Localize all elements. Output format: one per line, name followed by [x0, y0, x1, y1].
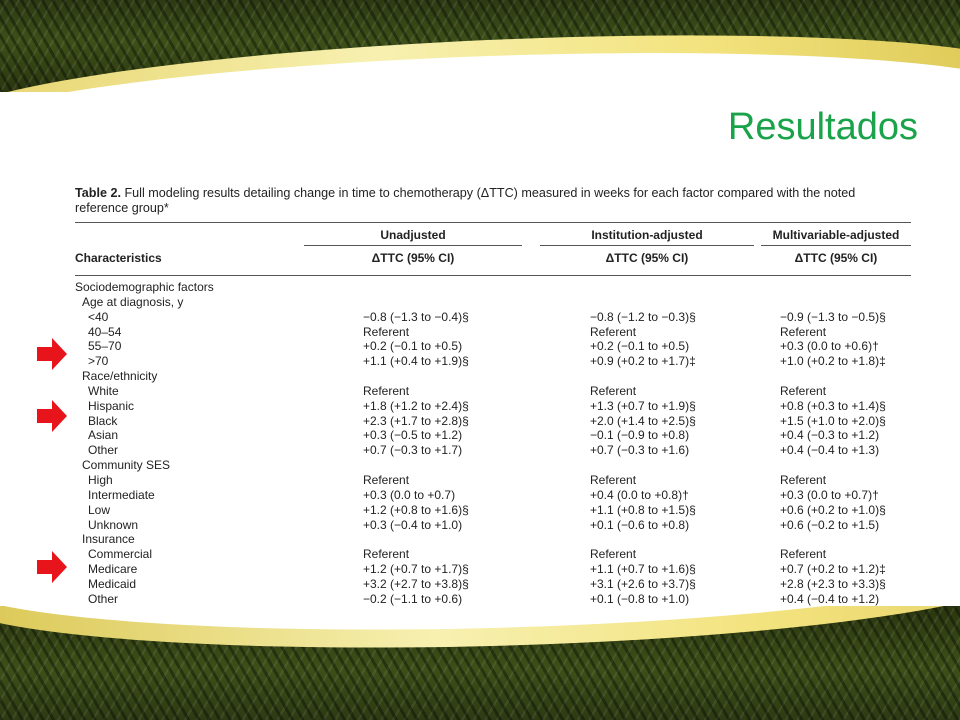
row-label: Black [88, 413, 118, 428]
results-table [75, 186, 911, 606]
table-row [75, 503, 911, 518]
table-caption [75, 186, 911, 216]
row-value: +0.4 (−0.4 to +1.2) [780, 591, 880, 606]
group-rule-unadjusted [304, 245, 522, 246]
row-value: +1.2 (+0.8 to +1.6)§ [363, 502, 469, 517]
row-value: +0.3 (0.0 to +0.6)† [780, 339, 879, 354]
table-row [75, 577, 911, 592]
row-value: +0.2 (−0.1 to +0.5) [363, 339, 463, 354]
table-row [75, 339, 911, 354]
table-row [75, 488, 911, 503]
table-row [75, 325, 911, 340]
row-label: Race/ethnicity [82, 369, 158, 384]
row-label: White [88, 383, 119, 398]
top-decorative-banner [0, 0, 960, 92]
red-arrow-icon [37, 338, 67, 370]
table-header [75, 223, 911, 275]
row-label: Low [88, 502, 111, 517]
row-label: 55–70 [88, 339, 122, 354]
table-caption-text: Full modeling results detailing change in time to chemotherapy (ΔTTC) measured in weeks for each factor compared with the noted reference group* [75, 186, 856, 215]
row-label: High [88, 472, 113, 487]
table-row [75, 384, 911, 399]
row-label: >70 [88, 354, 109, 369]
row-value: +3.1 (+2.6 to +3.7)§ [590, 576, 696, 591]
bottom-decorative-banner [0, 606, 960, 720]
row-value: +0.7 (+0.2 to +1.2)‡ [780, 562, 886, 577]
row-value: +0.9 (+0.2 to +1.7)‡ [590, 354, 696, 369]
row-value: Referent [363, 547, 410, 562]
subheader-unadjusted: ΔTTC (95% CI) [371, 251, 455, 265]
row-label: Other [88, 443, 119, 458]
row-value: +1.0 (+0.2 to +1.8)‡ [780, 354, 886, 369]
row-value: +0.4 (−0.3 to +1.2) [780, 428, 880, 443]
group-rule-multivariable [761, 245, 911, 246]
table-row [75, 295, 911, 310]
table-row [75, 354, 911, 369]
row-value: +1.1 (+0.7 to +1.6)§ [590, 562, 696, 577]
table-row [75, 428, 911, 443]
row-value: −0.8 (−1.3 to −0.4)§ [363, 309, 469, 324]
row-value: Referent [780, 472, 827, 487]
row-value: +0.2 (−0.1 to +0.5) [590, 339, 690, 354]
row-value: +0.1 (−0.6 to +0.8) [590, 517, 690, 532]
group-header-unadjusted: Unadjusted [380, 228, 446, 242]
table-row [75, 399, 911, 414]
row-value: +1.1 (+0.8 to +1.5)§ [590, 502, 696, 517]
row-label: Unknown [88, 517, 139, 532]
row-label: Asian [88, 428, 119, 443]
row-value: −0.2 (−1.1 to +0.6) [363, 591, 463, 606]
row-label: Other [88, 591, 119, 606]
row-value: +1.5 (+1.0 to +2.0)§ [780, 413, 886, 428]
row-label: Medicaid [88, 576, 137, 591]
row-label: Community SES [82, 458, 171, 473]
row-value: −0.9 (−1.3 to −0.5)§ [780, 309, 886, 324]
row-value: +3.2 (+2.7 to +3.8)§ [363, 576, 469, 591]
row-value: +0.3 (−0.4 to +1.0) [363, 517, 463, 532]
row-value: +1.8 (+1.2 to +2.4)§ [363, 398, 469, 413]
row-value: Referent [780, 383, 827, 398]
row-value: Referent [590, 324, 637, 339]
row-value: +0.3 (0.0 to +0.7) [363, 487, 456, 502]
characteristics-header: Characteristics [75, 251, 162, 265]
row-label: Age at diagnosis, y [82, 294, 184, 309]
row-label: 40–54 [88, 324, 122, 339]
table-row [75, 532, 911, 547]
row-label: Intermediate [88, 487, 155, 502]
table-row [75, 473, 911, 488]
table-row [75, 547, 911, 562]
table-row [75, 518, 911, 533]
row-value: Referent [363, 383, 410, 398]
row-value: +0.8 (+0.3 to +1.4)§ [780, 398, 886, 413]
row-value: +2.8 (+2.3 to +3.3)§ [780, 576, 886, 591]
table-header-rule [75, 275, 911, 276]
table-caption-label: Table 2. [75, 186, 121, 200]
subheader-institution: ΔTTC (95% CI) [605, 251, 689, 265]
table-body [75, 280, 911, 606]
subheader-multivariable: ΔTTC (95% CI) [794, 251, 878, 265]
table-row [75, 562, 911, 577]
table-row [75, 443, 911, 458]
group-header-multivariable: Multivariable-adjusted [772, 228, 900, 242]
row-value: +2.0 (+1.4 to +2.5)§ [590, 413, 696, 428]
row-value: +0.4 (−0.4 to +1.3) [780, 443, 880, 458]
row-value: Referent [780, 324, 827, 339]
table-row [75, 458, 911, 473]
row-value: Referent [590, 547, 637, 562]
group-rule-institution [540, 245, 754, 246]
row-value: +0.7 (−0.3 to +1.7) [363, 443, 463, 458]
row-value: +0.7 (−0.3 to +1.6) [590, 443, 690, 458]
red-arrow-icon [37, 400, 67, 432]
row-value: Referent [363, 472, 410, 487]
row-value: Referent [780, 547, 827, 562]
row-label: Hispanic [88, 398, 135, 413]
table-row [75, 369, 911, 384]
row-value: −0.1 (−0.9 to +0.8) [590, 428, 690, 443]
row-label: Medicare [88, 562, 138, 577]
row-value: +2.3 (+1.7 to +2.8)§ [363, 413, 469, 428]
row-value: +1.1 (+0.4 to +1.9)§ [363, 354, 469, 369]
table-row [75, 414, 911, 429]
row-value: Referent [363, 324, 410, 339]
table-row [75, 280, 911, 295]
row-label: Commercial [88, 547, 153, 562]
red-arrow-icon [37, 551, 67, 583]
table-row [75, 310, 911, 325]
row-value: +1.3 (+0.7 to +1.9)§ [590, 398, 696, 413]
row-value: +0.6 (+0.2 to +1.0)§ [780, 502, 886, 517]
row-value: +0.3 (−0.5 to +1.2) [363, 428, 463, 443]
row-label: Sociodemographic factors [75, 280, 214, 294]
table-row [75, 592, 911, 606]
row-value: +0.4 (0.0 to +0.8)† [590, 487, 689, 502]
row-value: +1.2 (+0.7 to +1.7)§ [363, 562, 469, 577]
row-value: +0.1 (−0.8 to +1.0) [590, 591, 690, 606]
slide-title: Resultados [727, 106, 918, 148]
row-value: Referent [590, 383, 637, 398]
row-label: <40 [88, 309, 109, 324]
row-value: +0.6 (−0.2 to +1.5) [780, 517, 880, 532]
group-header-institution: Institution-adjusted [591, 228, 703, 242]
row-label: Insurance [82, 532, 135, 547]
row-value: −0.8 (−1.2 to −0.3)§ [590, 309, 696, 324]
row-value: +0.3 (0.0 to +0.7)† [780, 487, 879, 502]
row-value: Referent [590, 472, 637, 487]
